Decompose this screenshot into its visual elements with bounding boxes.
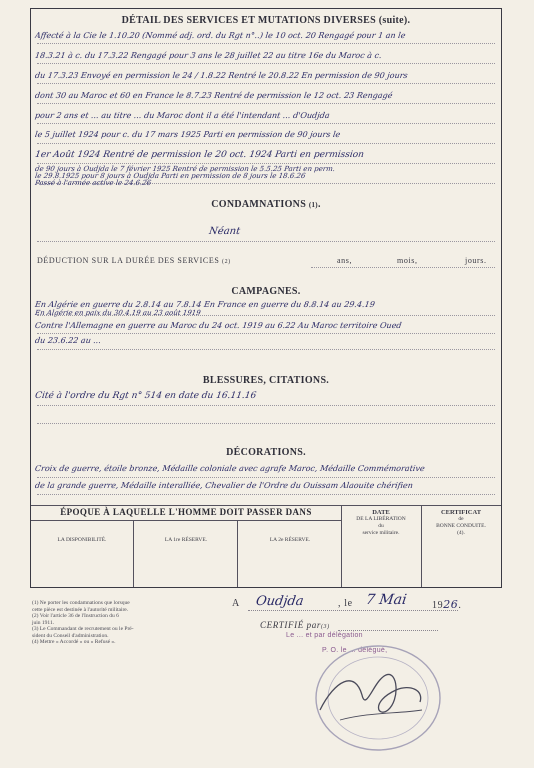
condamnations-title: CONDAMNATIONS bbox=[211, 199, 307, 210]
ruled-line bbox=[37, 43, 495, 44]
condamnations-value: Néant bbox=[208, 226, 241, 237]
section-title-decorations: DÉCORATIONS. bbox=[226, 447, 306, 458]
table-rule bbox=[31, 520, 341, 521]
ruled-line bbox=[37, 241, 495, 242]
official-stamp-seal bbox=[300, 640, 450, 755]
sig-year: 1926. bbox=[432, 598, 462, 611]
ruled-line bbox=[37, 315, 495, 316]
ruled-line bbox=[37, 163, 495, 164]
col-cert-line: CERTIFICAT bbox=[440, 509, 482, 516]
ruled-line bbox=[37, 423, 495, 424]
handwritten-service-line: le 29.8.1925 pour 8 jours à Oudjda Parti en permission de 8 jours le 18.6.26 bbox=[34, 172, 306, 180]
handwritten-decoration-line: Croix de guerre, étoile bronze, Médaille coloniale avec agrafe Maroc, Médaille Commémorative bbox=[34, 464, 426, 473]
sig-date: 7 Mai bbox=[364, 592, 408, 608]
ruled-line bbox=[37, 103, 495, 104]
col-date-line: DATE bbox=[372, 509, 390, 516]
footnote-mark: (1) bbox=[308, 201, 318, 209]
ruled-line bbox=[37, 333, 495, 334]
ruled-line bbox=[37, 477, 495, 478]
col-disponibilite: LA DISPONIBILITÉ. bbox=[57, 537, 107, 543]
col-cert-line: de bbox=[458, 516, 464, 522]
handwritten-service-line: le 5 juillet 1924 pour c. du 17 mars 1925 Parti en permission de 90 jours le bbox=[34, 130, 341, 139]
ruled-line bbox=[37, 123, 495, 124]
sig-year-prefix: 19 bbox=[432, 600, 444, 611]
deduction-label-text: DÉDUCTION SUR LA DURÉE DES SERVICES bbox=[37, 256, 220, 265]
deduction-label bbox=[37, 256, 231, 265]
handwritten-service-line: Passé à l'armée active le 24.6.26 bbox=[34, 179, 152, 187]
ruled-line bbox=[37, 494, 495, 495]
sig-prefix-a: A bbox=[232, 598, 240, 609]
sig-rule bbox=[248, 610, 458, 611]
ruled-line bbox=[37, 349, 495, 350]
record-frame bbox=[30, 8, 502, 588]
deduction-ans: ans, bbox=[337, 256, 353, 265]
col-cert-line: (4). bbox=[457, 530, 465, 536]
table-vline bbox=[421, 505, 422, 587]
deduction-jours: jours. bbox=[465, 256, 487, 265]
section-title-services: DÉTAIL DES SERVICES ET MUTATIONS DIVERSES (suite). bbox=[121, 15, 411, 26]
handwritten-signature bbox=[320, 674, 421, 712]
handwritten-campagne-line: du 23.6.22 au ... bbox=[34, 336, 102, 345]
col-date-line: du bbox=[378, 523, 384, 529]
col-1re-reserve: LA 1re RÉSERVE. bbox=[164, 537, 208, 543]
sig-place: Oudjda bbox=[254, 594, 305, 609]
handwritten-blessure-line: Cité à l'ordre du Rgt n° 514 en date du 16.11.16 bbox=[34, 391, 257, 401]
handwritten-service-line: de 90 jours à Oudjda le 7 février 1925 Rentré de permission le 5.5.25 Parti en perm. bbox=[34, 165, 336, 173]
handwritten-service-line: du 17.3.23 Envoyé en permission le 24 / 1.8.22 Rentré le 20.8.22 En permission de 90 jours bbox=[34, 71, 409, 80]
col-certificat bbox=[423, 509, 499, 537]
handwritten-service-line: 1er Août 1924 Rentré de permission le 20 oct. 1924 Parti en permission bbox=[34, 150, 365, 160]
col-date-line: service militaire. bbox=[362, 530, 400, 536]
stamp-ring-inner bbox=[328, 657, 428, 739]
footnote-line: sident du Conseil d'administration. bbox=[32, 632, 109, 639]
section-title-campagnes: CAMPAGNES. bbox=[231, 286, 301, 297]
table-top-rule bbox=[31, 505, 501, 506]
table-vline bbox=[133, 520, 134, 587]
footnote-line: (2) Voir l'article 36 de l'Instruction du 6 bbox=[32, 613, 119, 619]
sig-rule bbox=[338, 630, 438, 631]
sig-le: , le bbox=[338, 598, 353, 609]
stamp-line: Le ... et par délégation bbox=[286, 632, 363, 639]
col-cert-line: BONNE CONDUITE. bbox=[436, 523, 486, 529]
section-title-blessures: BLESSURES, CITATIONS. bbox=[202, 375, 330, 386]
ruled-line bbox=[37, 405, 495, 406]
epoque-title: ÉPOQUE À LAQUELLE L'HOMME DOIT PASSER DANS bbox=[60, 507, 312, 517]
ruled-line bbox=[37, 143, 495, 144]
stamp-line: P. O. le ... délégué, bbox=[322, 647, 388, 654]
handwritten-service-line: dont 30 au Maroc et 60 en France le 8.7.23 Rentré de permission le 12 oct. 23 Rengagé bbox=[34, 91, 394, 100]
footnotes bbox=[32, 600, 202, 646]
handwritten-campagne-line: Contre l'Allemagne en guerre au Maroc du 24 oct. 1919 au 6.22 Au Maroc territoire Oued bbox=[34, 321, 403, 330]
ruled-line bbox=[311, 267, 495, 268]
col-date-line: DE LA LIBÉRATION bbox=[356, 516, 406, 522]
footnote-line: juin 1911. bbox=[32, 619, 55, 626]
handwritten-campagne-line: En Algérie en guerre du 2.8.14 au 7.8.14 En France en guerre du 8.8.14 au 29.4.19 bbox=[34, 300, 376, 309]
col-date-liberation bbox=[343, 509, 419, 537]
footnote-line: cette pièce est destinée à l'autorité militaire. bbox=[32, 606, 129, 613]
handwritten-decoration-line: de la grande guerre, Médaille interalliée, Chevalier de l'Ordre du Ouissam Alaouite chérifien bbox=[34, 481, 414, 490]
footnote-line: (1) Ne porter les condamnations que lorsque bbox=[32, 600, 130, 606]
section-title-condamnations: CONDAMNATIONS (1). bbox=[211, 199, 321, 210]
certifie-label bbox=[260, 620, 330, 630]
sig-year-value: 26 bbox=[443, 598, 459, 611]
footnote-line: (3) Le Commandant de recrutement ou le Pré- bbox=[32, 626, 134, 632]
footnote-mark: (2) bbox=[221, 259, 231, 265]
table-vline bbox=[237, 520, 238, 587]
handwritten-service-line: pour 2 ans et ... au titre ... du Maroc dont il a été l'intendant ... d'Oudjda bbox=[34, 111, 331, 120]
handwritten-service-line: Affecté à la Cie le 1.10.20 (Nommé adj. ord. du Rgt n°..) le 10 oct. 20 Rengagé pour 1 an le bbox=[34, 31, 407, 40]
table-vline bbox=[341, 505, 342, 587]
ruled-line bbox=[37, 83, 495, 84]
ruled-line bbox=[37, 63, 495, 64]
handwritten-service-line: 18.3.21 à c. du 17.3.22 Rengagé pour 3 ans le 28 juillet 22 au titre 16e du Maroc à c. bbox=[34, 51, 383, 60]
footnote-line: (4) Mettre « Accordé » ou « Refusé ». bbox=[32, 639, 116, 645]
col-2e-reserve: LA 2e RÉSERVE. bbox=[269, 537, 311, 543]
footnote-mark: (3) bbox=[320, 624, 330, 630]
deduction-mois: mois, bbox=[397, 256, 418, 265]
certifie-text: CERTIFIÉ par bbox=[260, 620, 321, 630]
handwritten-campagne-line: En Algérie en paix du 30.4.19 au 23 août 1919 bbox=[34, 309, 202, 317]
